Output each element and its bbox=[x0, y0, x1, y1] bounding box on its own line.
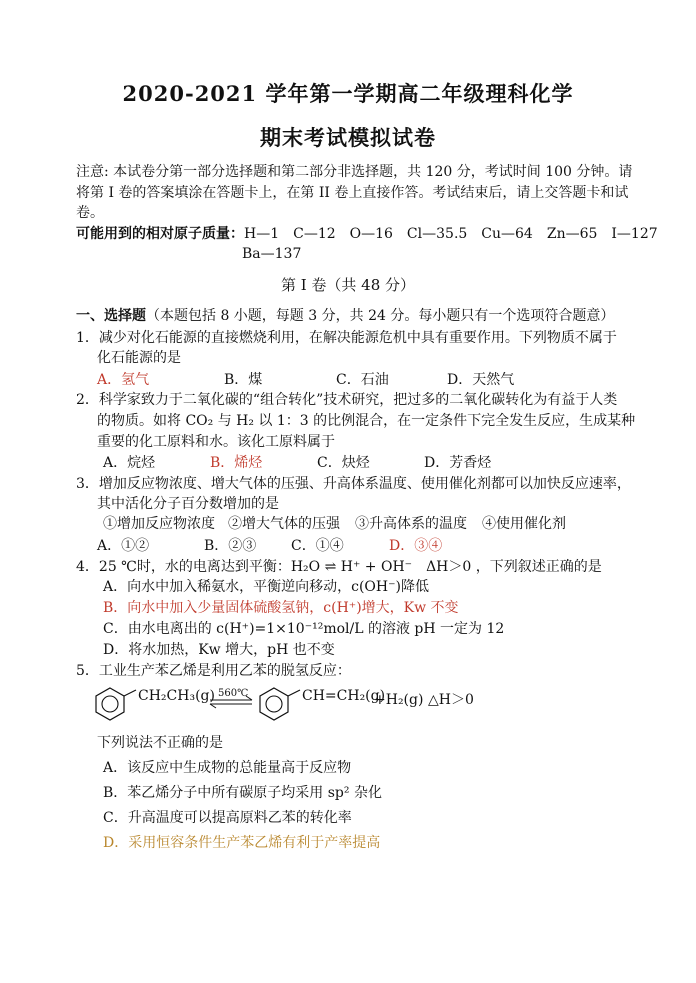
q1-line-1: 1．减少对化石能源的直接燃烧利用，在解决能源危机中具有重要作用。下列物质不属于 bbox=[76, 330, 617, 346]
q1-option-a: A．氢气 bbox=[97, 372, 150, 388]
q3-item-4: ④使用催化剂 bbox=[482, 516, 566, 532]
q3-line-1: 3．增加反应物浓度、增大气体的压强、升高体系温度、使用催化剂都可以加快反应速率， bbox=[76, 476, 631, 492]
dehydrogenation-reaction bbox=[92, 684, 512, 734]
q5-option-d: D．采用恒容条件生产苯乙烯有利于产率提高 bbox=[103, 835, 381, 851]
q4-option-c: C．由水电离出的 c(H⁺)=1×10⁻¹²mol/L 的溶液 pH 一定为 12 bbox=[103, 621, 505, 637]
q2-line-3: 重要的化工原料和水。该化工原料属于 bbox=[97, 434, 335, 450]
q3-option-c: C．①④ bbox=[291, 538, 344, 554]
q3-option-b: B．②③ bbox=[204, 538, 257, 554]
q4-option-b: B．向水中加入少量固体硫酸氢钠，c(H⁺)增大，Kw 不变 bbox=[103, 600, 459, 616]
q2-options bbox=[0, 453, 696, 473]
q5-prompt: 下列说法不正确的是 bbox=[97, 735, 223, 751]
atomic-mass-line bbox=[76, 224, 658, 244]
q4-option-a: A．向水中加入稀氨水，平衡逆向移动，c(OH⁻)降低 bbox=[103, 579, 429, 595]
q3-item-2: ②增大气体的压强 bbox=[228, 516, 340, 532]
q2-line-2: 的物质。如将 CO₂ 与 H₂ 以 1：3 的比例混合，在一定条件下完全发生反应，生成某种 bbox=[97, 413, 636, 429]
q3-line-2: 其中活化分子百分数增加的是 bbox=[97, 496, 279, 512]
q2-option-d: D．芳香烃 bbox=[424, 455, 492, 471]
q3-options bbox=[0, 536, 696, 556]
section1-desc: （本题包括 8 小题，每题 3 分，共 24 分。每小题只有一个选项符合题意） bbox=[146, 308, 615, 324]
product-label: CH=CH₂(g) bbox=[302, 688, 386, 704]
atomic-mass-label: 可能用到的相对原子质量： bbox=[76, 226, 244, 242]
benzene-ring-icon bbox=[96, 688, 136, 720]
q5-option-c: C．升高温度可以提高原料乙苯的转化率 bbox=[103, 810, 352, 826]
enthalpy-label: △H＞0 bbox=[428, 692, 474, 708]
q5-option-a: A．该反应中生成物的总能量高于反应物 bbox=[103, 760, 352, 776]
q1-options bbox=[0, 370, 696, 390]
notice-line-1: 注意: 本试卷分第一部分选择题和第二部分非选择题，共 120 分，考试时间 100 分钟。请 bbox=[76, 164, 633, 180]
reactant-label: CH₂CH₃(g) bbox=[138, 688, 215, 704]
part1-heading: 第 I 卷（共 48 分） bbox=[280, 276, 416, 294]
q4-line-1: 4．25 ℃时，水的电离达到平衡：H₂O ⇌ H⁺ + OH⁻ ΔH＞0 ，下列叙述正确的是 bbox=[76, 559, 602, 575]
q5-line-1: 5．工业生产苯乙烯是利用乙苯的脱氢反应： bbox=[76, 663, 351, 679]
notice-line-3: 卷。 bbox=[76, 205, 104, 221]
atomic-mass-values-2: Ba—137 bbox=[242, 246, 302, 262]
q1-line-2: 化石能源的是 bbox=[97, 350, 181, 366]
hydrogen-label: +H₂(g) bbox=[374, 692, 424, 708]
q2-option-c: C．炔烃 bbox=[317, 455, 370, 471]
q3-item-3: ③升高体系的温度 bbox=[355, 516, 467, 532]
q2-line-1: 2．科学家致力于二氧化碳的“组合转化”技术研究，把过多的二氧化碳转化为有益于人类 bbox=[76, 392, 618, 408]
exam-title-line1: 2020-2021 学年第一学期高二年级理科化学 bbox=[122, 81, 574, 106]
reaction-condition: 560℃ bbox=[218, 688, 249, 699]
q3-option-a: A．①② bbox=[97, 538, 150, 554]
q3-items bbox=[0, 514, 696, 534]
q3-option-d: D．③④ bbox=[389, 538, 443, 554]
q4-option-d: D．将水加热，Kw 增大，pH 也不变 bbox=[103, 642, 335, 658]
section1-header bbox=[76, 306, 614, 326]
notice-line-2: 将第 I 卷的答案填涂在答题卡上，在第 II 卷上直接作答。考试结束后，请上交答题卡和试 bbox=[76, 185, 629, 201]
q1-option-d: D．天然气 bbox=[447, 372, 515, 388]
q5-option-b: B．苯乙烯分子中所有碳原子均采用 sp² 杂化 bbox=[103, 785, 382, 801]
section1-label: 一、选择题 bbox=[76, 308, 146, 324]
q1-option-b: B．煤 bbox=[224, 372, 263, 388]
atomic-mass-values: H—1 C—12 O—16 Cl—35.5 Cu—64 Zn—65 I—127 bbox=[244, 226, 658, 242]
q3-item-1: ①增加反应物浓度 bbox=[103, 516, 215, 532]
q1-option-c: C．石油 bbox=[336, 372, 389, 388]
exam-title-line2: 期末考试模拟试卷 bbox=[260, 125, 436, 150]
q2-option-a: A．烷烃 bbox=[103, 455, 156, 471]
q2-option-b: B．烯烃 bbox=[210, 455, 263, 471]
benzene-ring-icon bbox=[260, 688, 300, 720]
